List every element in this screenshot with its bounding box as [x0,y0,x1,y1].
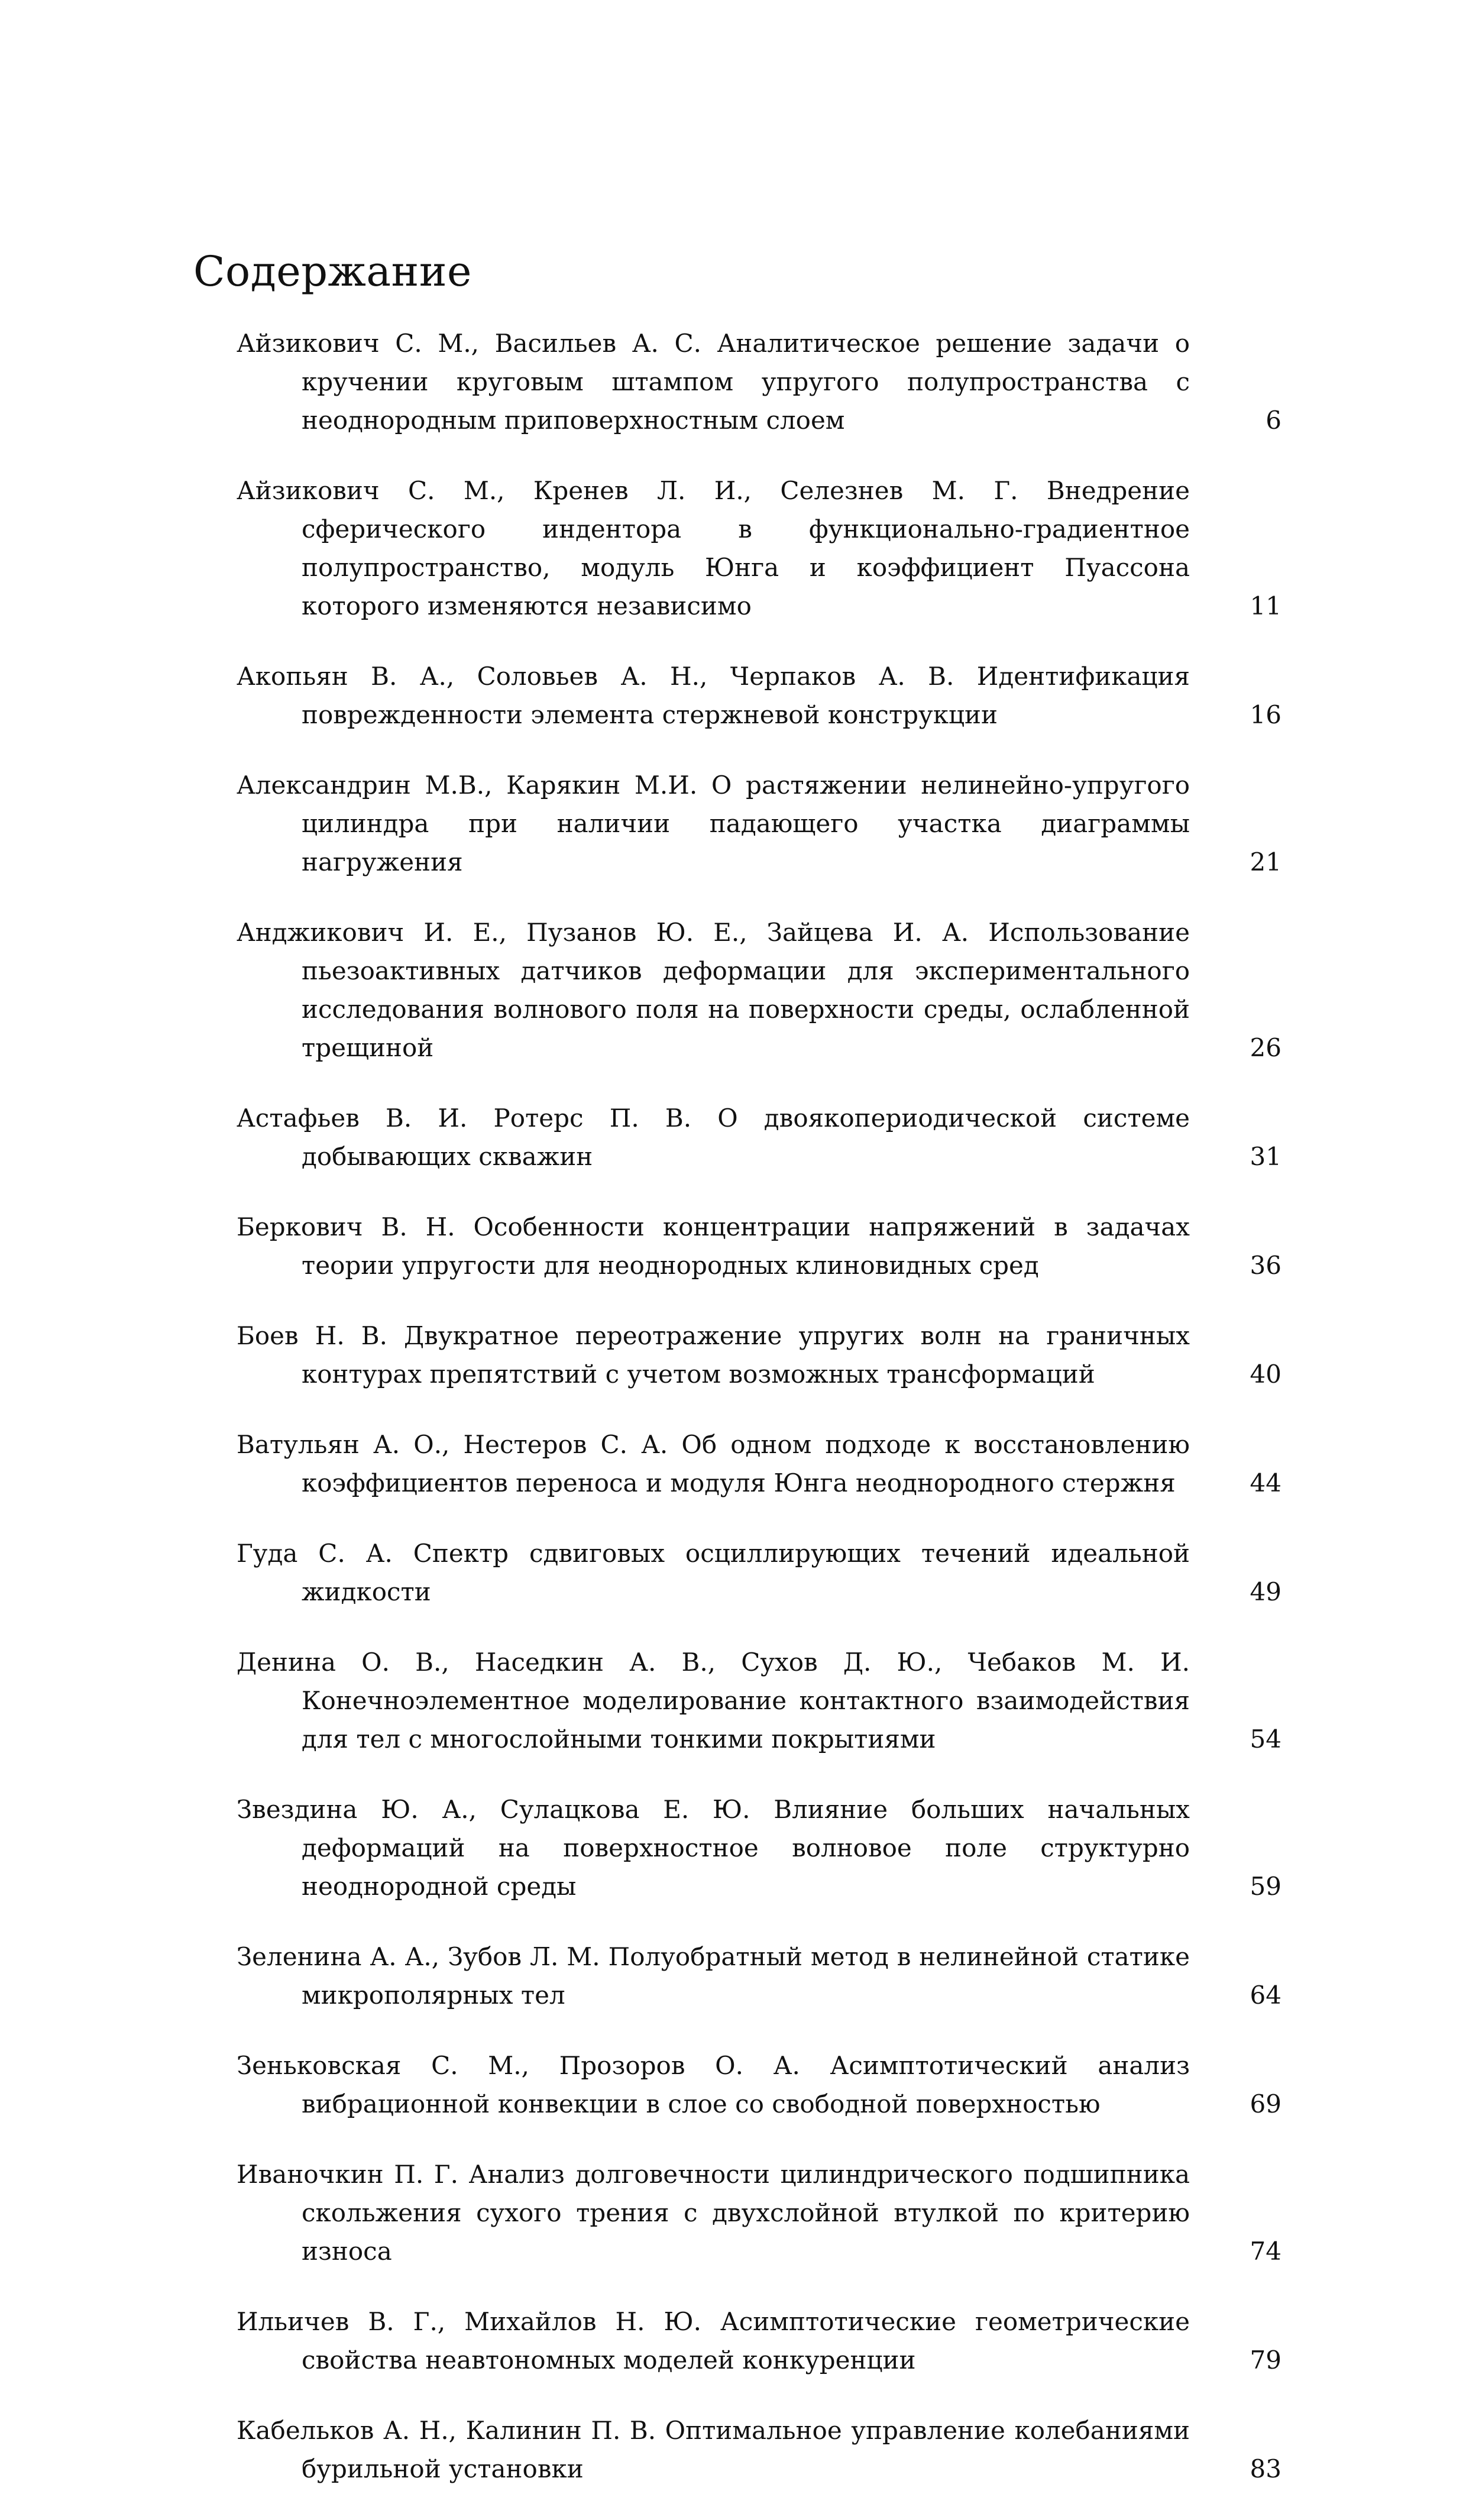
toc-entry-page: 64 [1250,1981,1281,2010]
toc-entry[interactable] [237,2302,1290,2379]
toc-entry-page: 74 [1250,2237,1281,2266]
table-of-contents [237,324,1290,2520]
toc-entry-title: Акопьян В. А., Соловьев А. Н., Черпаков А. В. Идентификация поврежденности элемента стержневой конструкции [237,662,1190,729]
toc-entry-page: 21 [1250,847,1281,876]
toc-entry-page: 6 [1266,406,1281,435]
toc-entry-title: Астафьев В. И. Ротерс П. В. О двоякопериодической системе добывающих скважин [237,1104,1190,1171]
toc-entry[interactable] [237,1208,1290,1285]
toc-entry-page: 44 [1250,1468,1281,1497]
toc-entry[interactable] [237,1937,1290,2014]
toc-entry[interactable] [237,766,1290,881]
toc-entry-page: 59 [1250,1872,1281,1901]
toc-entry-page: 83 [1250,2454,1281,2483]
toc-entry-page: 69 [1250,2089,1281,2118]
toc-entry[interactable] [237,2411,1290,2488]
toc-entry-page: 40 [1250,1360,1281,1389]
toc-entry-title: Анджикович И. Е., Пузанов Ю. Е., Зайцева И. А. Использование пьезоактивных датчиков деформации для экспериментального исследования волнового поля на поверхности среды, ослабленной трещиной [237,918,1190,1062]
toc-entry[interactable] [237,1316,1290,1393]
toc-entry-title: Зеньковская С. М., Прозоров О. А. Асимптотический анализ вибрационной конвекции в слое со свободной поверхностью [237,2051,1190,2118]
toc-entry-title: Кабельков А. Н., Калинин П. В. Оптимальное управление колебаниями бурильной установки [237,2416,1190,2483]
toc-entry[interactable] [237,1643,1290,1758]
toc-entry-page: 49 [1250,1577,1281,1606]
toc-entry[interactable] [237,2155,1290,2270]
toc-entry-title: Боев Н. В. Двукратное переотражение упругих волн на граничных контурах препятствий с учетом возможных трансформаций [237,1321,1190,1389]
toc-entry-title: Айзикович С. М., Кренев Л. И., Селезнев М. Г. Внедрение сферического индентора в функционально-градиентное полупространство, модуль Юнга и коэффициент Пуассона которого изменяются независимо [237,476,1190,620]
toc-entry-title: Александрин М.В., Карякин М.И. О растяжении нелинейно-упругого цилиндра при наличии падающего участка диаграммы нагружения [237,771,1190,876]
toc-entry-title: Ильичев В. Г., Михайлов Н. Ю. Асимптотические геометрические свойства неавтономных моделей конкуренции [237,2307,1190,2375]
toc-entry[interactable] [237,2046,1290,2123]
toc-entry[interactable] [237,471,1290,625]
toc-entry-title: Гуда С. А. Спектр сдвиговых осциллирующих течений идеальной жидкости [237,1539,1190,1606]
toc-entry-page: 54 [1250,1725,1281,1754]
toc-entry[interactable] [237,657,1290,734]
toc-entry-title: Иваночкин П. Г. Анализ долговечности цилиндрического подшипника скольжения сухого трения с двухслойной втулкой по критерию износа [237,2160,1190,2266]
toc-entry-page: 36 [1250,1251,1281,1280]
page-title: Содержание [193,247,472,296]
toc-entry-page: 79 [1250,2346,1281,2375]
toc-entry-page: 11 [1250,591,1281,620]
toc-entry-title: Зеленина А. А., Зубов Л. М. Полуобратный метод в нелинейной статике микрополярных тел [237,1942,1190,2010]
toc-entry-page: 31 [1250,1142,1281,1171]
toc-entry[interactable] [237,913,1290,1067]
toc-entry[interactable] [237,1534,1290,1611]
toc-entry-title: Беркович В. Н. Особенности концентрации напряжений в задачах теории упругости для неоднородных клиновидных сред [237,1212,1190,1280]
toc-entry-title: Денина О. В., Наседкин А. В., Сухов Д. Ю., Чебаков М. И. Конечноэлементное моделирование контактного взаимодействия для тел с многослойными тонкими покрытиями [237,1648,1190,1754]
toc-entry-title: Айзикович С. М., Васильев А. С. Аналитическое решение задачи о кручении круговым штампом упругого полупространства с неоднородным приповерхностным слоем [237,329,1190,435]
toc-entry-page: 16 [1250,700,1281,729]
toc-entry-title: Ватульян А. О., Нестеров С. А. Об одном подходе к восстановлению коэффициентов переноса и модуля Юнга неоднородного стержня [237,1430,1190,1497]
toc-entry[interactable] [237,1099,1290,1176]
toc-entry-page: 26 [1250,1033,1281,1062]
toc-entry[interactable] [237,1425,1290,1502]
toc-entry[interactable] [237,1790,1290,1906]
toc-entry[interactable] [237,324,1290,439]
toc-entry-title: Звездина Ю. А., Сулацкова Е. Ю. Влияние больших начальных деформаций на поверхностное волновое поле структурно неоднородной среды [237,1795,1190,1901]
